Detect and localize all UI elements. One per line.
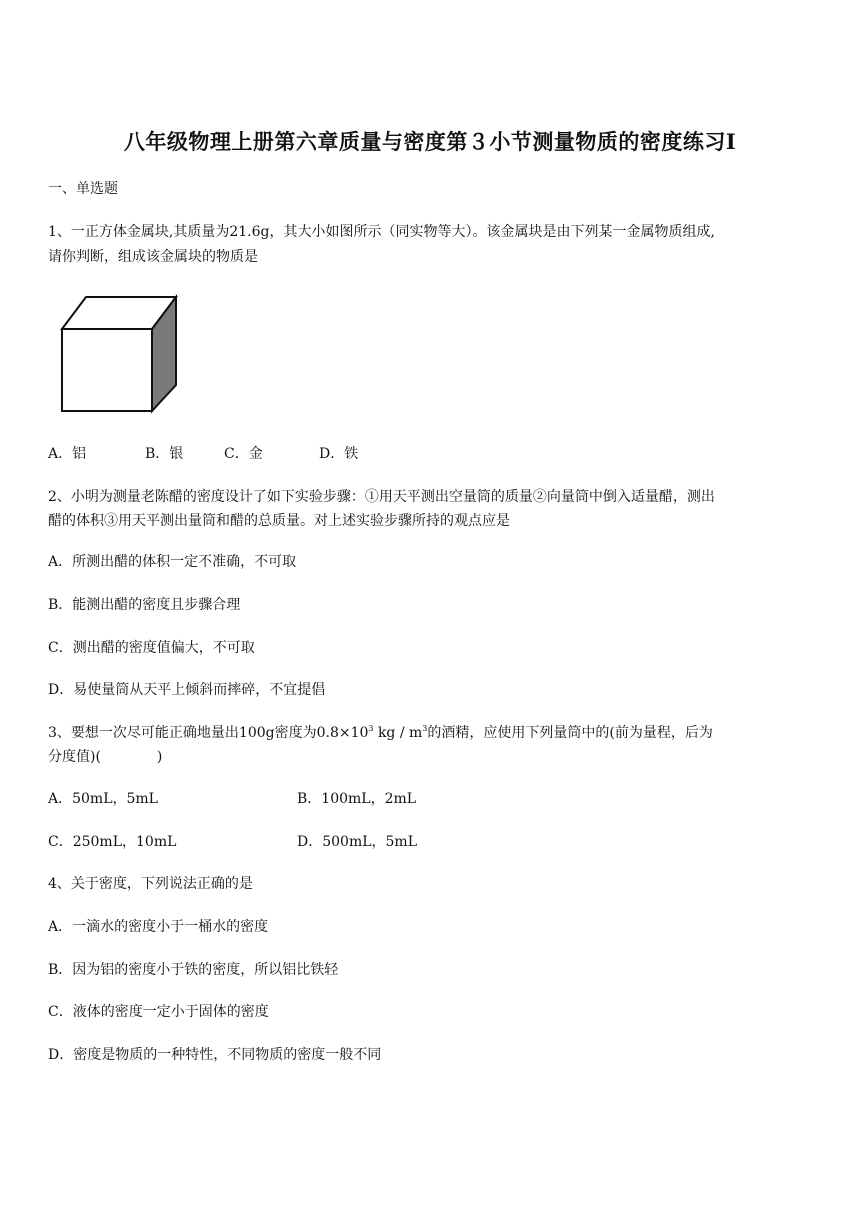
question-1-options — [48, 446, 358, 462]
question-3-text-line-1: 3、要想一次尽可能正确地量出100g密度为$0.8\times 10^3$ kg / $m^3$的酒精，应使用下列量筒中的(前为量程，后为 — [48, 724, 713, 741]
option-d[interactable]: D．易使量筒从天平上倾斜而摔碎，不宜提倡 — [48, 682, 326, 698]
section-heading: 一、单选题 — [48, 181, 118, 197]
option-b[interactable]: B．因为铝的密度小于铁的密度，所以铝比铁轻 — [48, 962, 339, 978]
question-1-text-line-2: 请你判断，组成该金属块的物质是 — [48, 249, 258, 265]
option-b[interactable]: B．能测出醋的密度且步骤合理 — [48, 597, 241, 613]
question-3-text-line-2: 分度值)( ) — [48, 749, 163, 765]
option-d[interactable]: D．铁 — [319, 446, 359, 462]
option-d[interactable]: D．500mL，5mL — [297, 834, 417, 850]
page-title: 八年级物理上册第六章质量与密度第３小节测量物质的密度练习Ⅰ — [123, 129, 737, 154]
question-4-text: 4、关于密度，下列说法正确的是 — [48, 876, 253, 892]
question-2-text-line-1: 2、小明为测量老陈醋的密度设计了如下实验步骤：①用天平测出空量筒的质量②向量筒中倒入适量醋，测出 — [48, 489, 715, 505]
option-c[interactable]: C．液体的密度一定小于固体的密度 — [48, 1004, 269, 1020]
option-a[interactable]: A．50mL，5mL — [48, 791, 158, 807]
option-c[interactable]: C．测出醋的密度值偏大，不可取 — [48, 640, 255, 656]
metal-cube-figure — [56, 291, 182, 417]
option-a[interactable]: A．所测出醋的体积一定不准确，不可取 — [48, 554, 297, 570]
option-a[interactable]: A．铝 — [48, 446, 87, 462]
option-c[interactable]: C．250mL，10mL — [48, 834, 177, 850]
option-d[interactable]: D．密度是物质的一种特性，不同物质的密度一般不同 — [48, 1047, 382, 1063]
option-c[interactable]: C．金 — [224, 446, 263, 462]
question-2-text-line-2: 醋的体积③用天平测出量筒和醋的总质量。对上述实验步骤所持的观点应是 — [48, 513, 510, 529]
option-b[interactable]: B．100mL，2mL — [297, 791, 417, 807]
question-1-text-line-1: 1、一正方体金属块,其质量为21.6g，其大小如图所示（同实物等大）。该金属块是由下列某一金属物质组成, — [48, 224, 715, 240]
option-a[interactable]: A．一滴水的密度小于一桶水的密度 — [48, 919, 269, 935]
option-b[interactable]: B．银 — [145, 446, 184, 462]
